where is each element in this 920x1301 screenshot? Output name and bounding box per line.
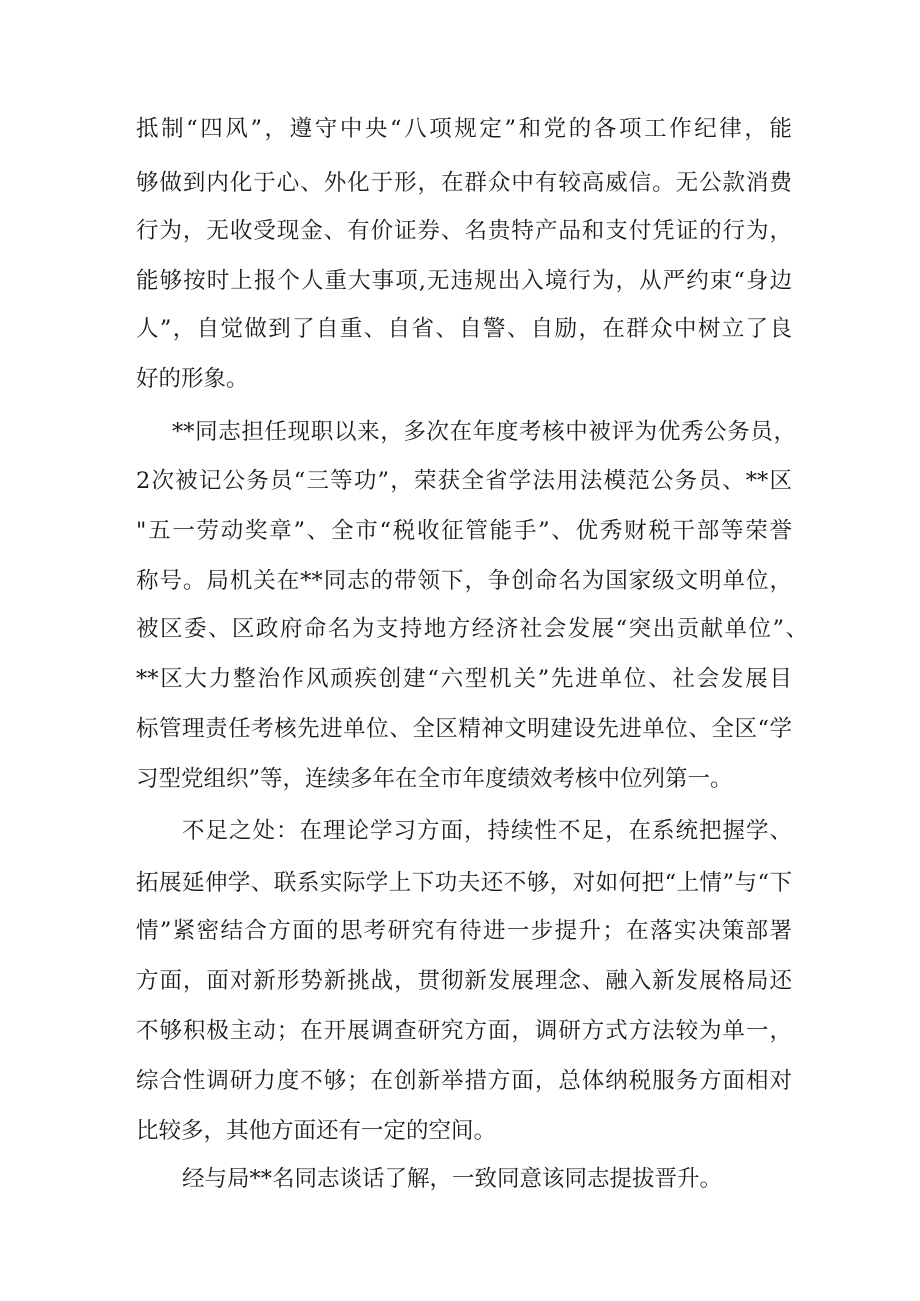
paragraph-3-line-6: 综合性调研力度不够；在创新举措方面，总体纳税服务方面相对 [136, 1068, 792, 1094]
paragraph-3-line-5: 不够积极主动；在开展调查研究方面，调研方式方法较为单一， [136, 1018, 792, 1044]
paragraph-1-line-3: 行为，无收受现金、有价证券、名贵特产品和支付凭证的行为， [136, 218, 792, 244]
paragraph-1-line-5: 人”，自觉做到了自重、自省、自警、自励，在群众中树立了良 [136, 316, 792, 342]
paragraph-3-line-1: 不足之处：在理论学习方面，持续性不足，在系统把握学、 [182, 818, 792, 844]
paragraph-2-line-6: **区大力整治作风顽疾创建“六型机关”先进单位、社会发展目 [136, 666, 792, 692]
paragraph-3-line-3: 情”紧密结合方面的思考研究有待进一步提升；在落实决策部署 [136, 918, 792, 944]
paragraph-2-line-1: **同志担任现职以来，多次在年度考核中被评为优秀公务员， [172, 419, 796, 445]
paragraph-2-line-7: 标管理责任考核先进单位、全区精神文明建设先进单位、全区“学 [136, 716, 792, 742]
paragraph-3-line-2: 拓展延伸学、联系实际学上下功夫还不够，对如何把“上情”与“下 [136, 870, 792, 896]
paragraph-1-line-2: 够做到内化于心、外化于形，在群众中有较高威信。无公款消费 [136, 170, 792, 196]
paragraph-1-line-4: 能够按时上报个人重大事项,无违规出入境行为，从严约束“身边 [136, 268, 792, 294]
paragraph-2-line-4: 称号。局机关在**同志的带领下，争创命名为国家级文明单位， [136, 568, 792, 594]
paragraph-1-line-6: 好的形象。 [136, 366, 249, 392]
paragraph-2-line-8: 习型党组织”等，连续多年在全市年度绩效考核中位列第一。 [136, 766, 733, 792]
paragraph-3-line-4: 方面，面对新形势新挑战，贯彻新发展理念、融入新发展格局还 [136, 968, 792, 994]
paragraph-4-line-1: 经与局**名同志谈话了解，一致同意该同志提拔晋升。 [182, 1166, 723, 1192]
paragraph-2-line-3: "五一劳动奖章”、全市“税收征管能手”、优秀财税干部等荣誉 [136, 518, 792, 544]
paragraph-3-line-7: 比较多，其他方面还有一定的空间。 [136, 1118, 497, 1144]
paragraph-2-line-5: 被区委、区政府命名为支持地方经济社会发展“突出贡献单位”、 [136, 616, 808, 642]
paragraph-2-line-2: 2次被记公务员“三等功”，荣获全省学法用法模范公务员、**区 [136, 468, 792, 494]
paragraph-1-line-1: 抵制“四风”，遵守中央“八项规定”和党的各项工作纪律，能 [136, 116, 792, 142]
